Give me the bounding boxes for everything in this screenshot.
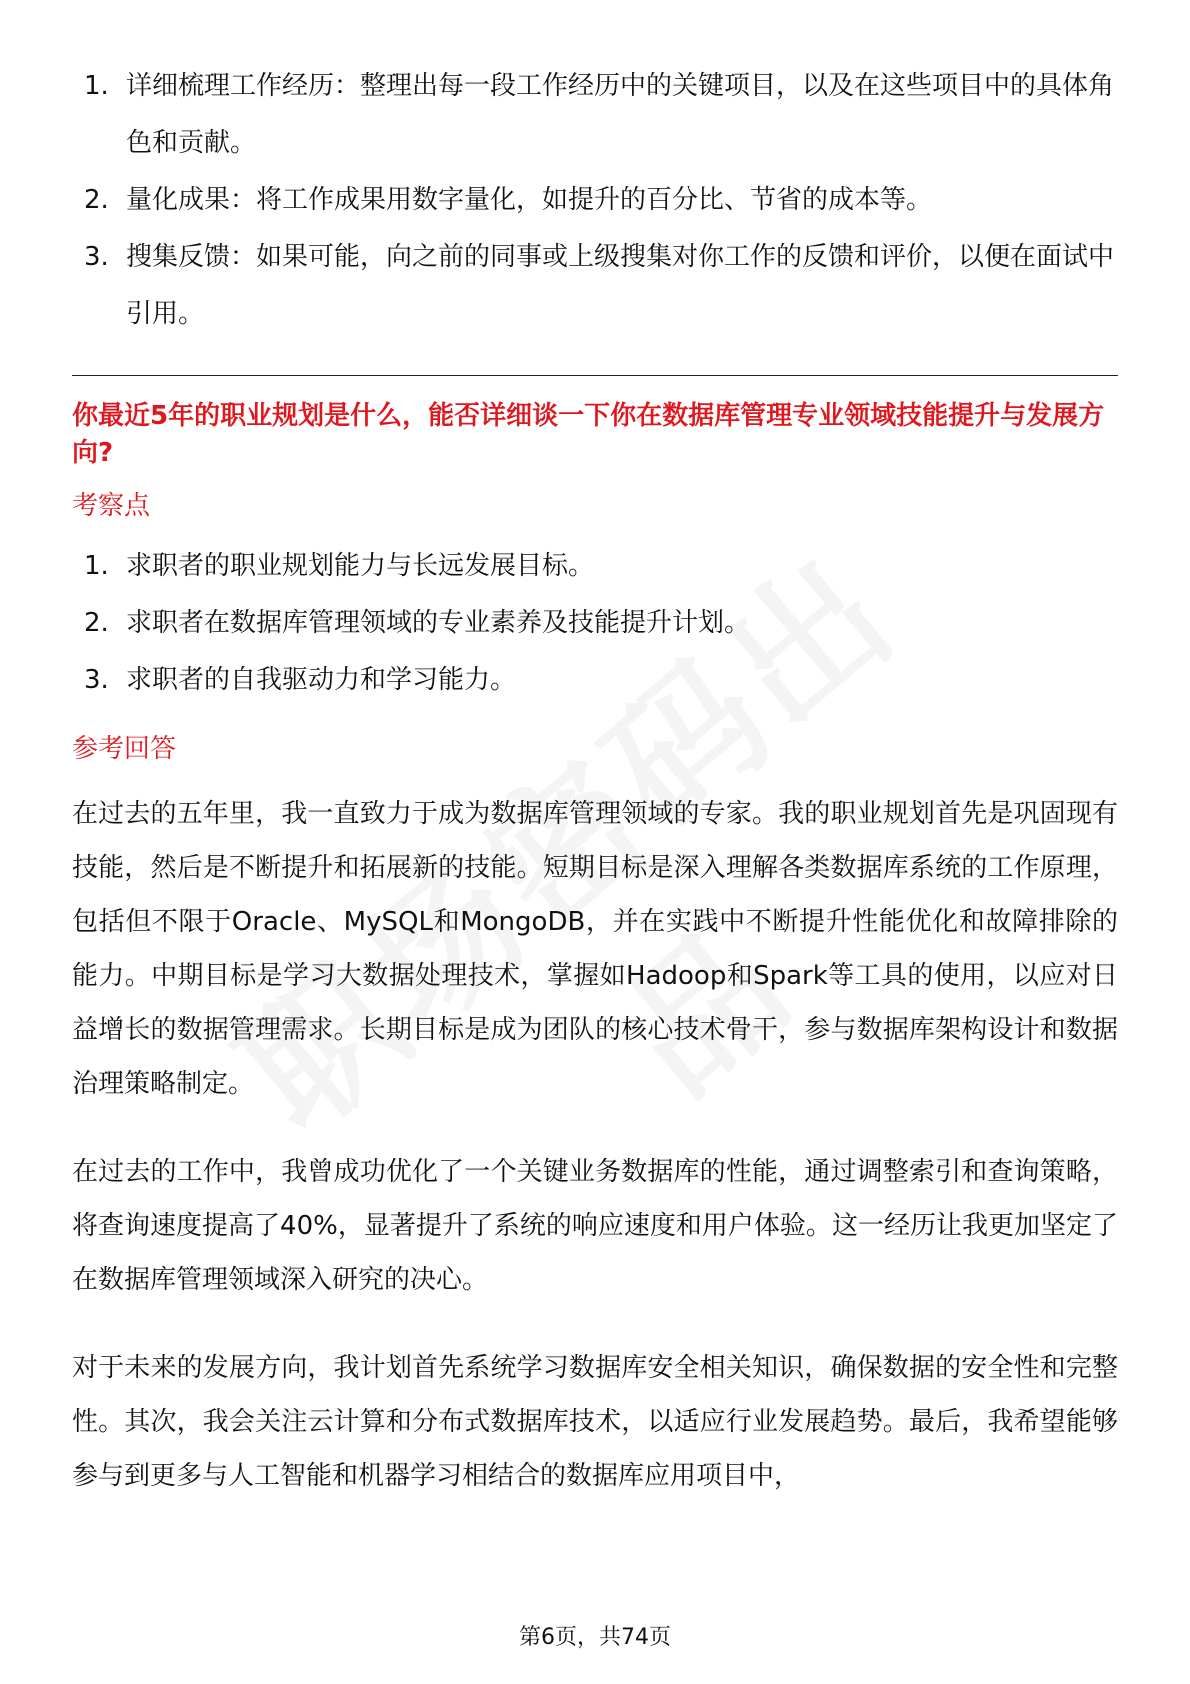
answer-paragraph: 在过去的工作中，我曾成功优化了一个关键业务数据库的性能，通过调整索引和查询策略，将查询速度提高了40%，显著提升了系统的响应速度和用户体验。这一经历让我更加坚定了在数据库管理领域深入研究的决心。 xyxy=(72,1157,1118,1295)
page-number-footer: 第6页，共74页 xyxy=(519,1625,671,1650)
list-item xyxy=(72,652,1118,709)
list-number: 1. xyxy=(84,71,109,101)
interview-question: 你最近5年的职业规划是什么，能否详细谈一下你在数据库管理专业领域技能提升与发展方向? xyxy=(72,401,1105,468)
list-number: 2. xyxy=(84,608,109,638)
list-item xyxy=(72,538,1118,595)
list-number: 3. xyxy=(84,242,109,272)
section-heading-reference-answer: 参考回答 xyxy=(72,734,177,764)
list-item xyxy=(72,595,1118,652)
answer-paragraph: 对于未来的发展方向，我计划首先系统学习数据库安全相关知识，确保数据的安全性和完整性。其次，我会关注云计算和分布式数据库技术，以适应行业发展趋势。最后，我希望能够参与到更多与人工智能和机器学习相结合的数据库应用项目中， xyxy=(72,1353,1118,1491)
section-heading-assessment: 考察点 xyxy=(72,491,151,521)
list-text: 搜集反馈：如果可能，向之前的同事或上级搜集对你工作的反馈和评价，以便在面试中引用。 xyxy=(126,242,1115,329)
answer-paragraph: 在过去的五年里，我一直致力于成为数据库管理领域的专家。我的职业规划首先是巩固现有技能，然后是不断提升和拓展新的技能。短期目标是深入理解各类数据库系统的工作原理，包括但不限于Oracle、MySQL和MongoDB，并在实践中不断提升性能优化和故障排除的能力。中期目标是学习大数据处理技术，掌握如Hadoop和Spark等工具的使用，以应对日益增长的数据管理需求。长期目标是成为团队的核心技术骨干，参与数据库架构设计和数据治理策略制定。 xyxy=(72,799,1118,1099)
list-item xyxy=(72,229,1118,343)
list-number: 3. xyxy=(84,665,109,695)
list-text: 求职者在数据库管理领域的专业素养及技能提升计划。 xyxy=(126,608,751,638)
tips-list xyxy=(72,58,1118,343)
list-text: 详细梳理工作经历：整理出每一段工作经历中的关键项目，以及在这些项目中的具体角色和贡献。 xyxy=(126,71,1115,158)
list-text: 求职者的职业规划能力与长远发展目标。 xyxy=(126,551,595,581)
assessment-points-list xyxy=(72,538,1118,709)
section-divider xyxy=(72,375,1118,376)
page-content xyxy=(72,58,1118,1537)
list-text: 量化成果：将工作成果用数字量化，如提升的百分比、节省的成本等。 xyxy=(126,185,933,215)
list-item xyxy=(72,58,1118,172)
list-number: 2. xyxy=(84,185,109,215)
list-item xyxy=(72,172,1118,229)
list-number: 1. xyxy=(84,551,109,581)
list-text: 求职者的自我驱动力和学习能力。 xyxy=(126,665,517,695)
